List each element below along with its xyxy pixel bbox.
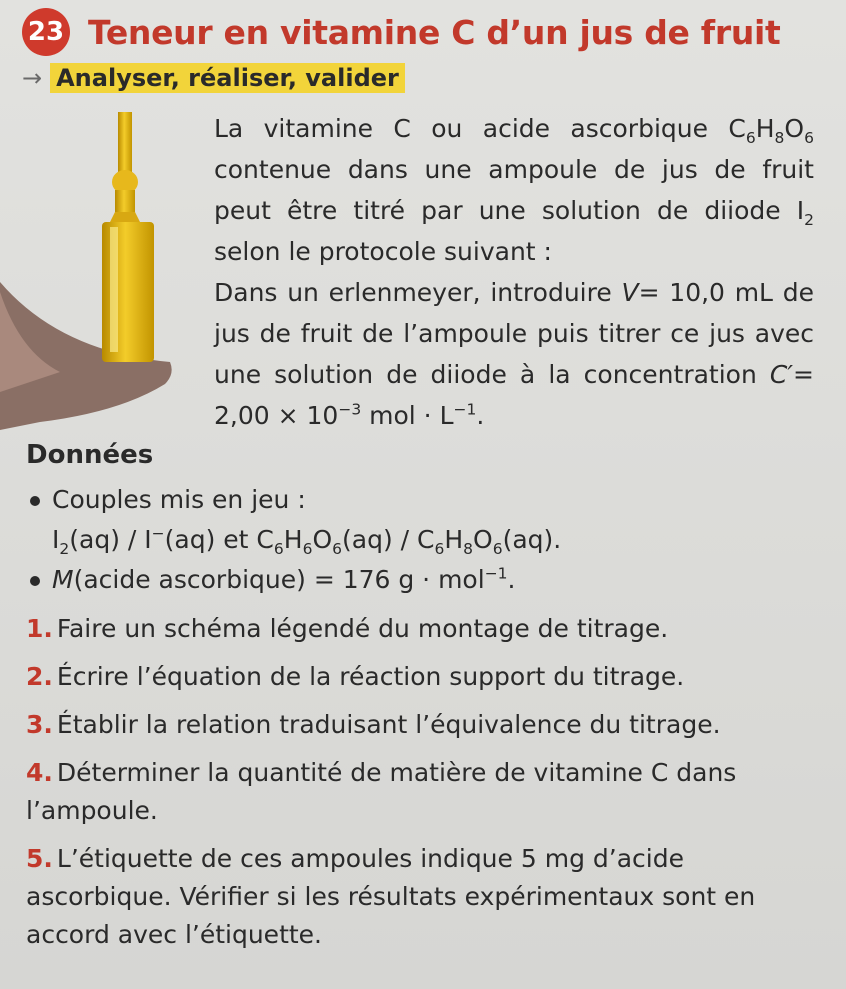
question-number: 3. [26, 710, 53, 739]
intro-paragraph-1 [214, 108, 814, 272]
volume-symbol: V [621, 278, 639, 307]
question-5 [26, 840, 816, 954]
arrow-right-icon: → [22, 64, 43, 92]
intro-paragraph-2: Dans un erlenmeyer, introduire V= 10,0 mL de jus de fruit de l’ampoule puis titrer ce jus avec une solution de diiode à la concentration $C'= 2,00 \times 10^{-3}$ mol · $L^{-1}$. [214, 278, 814, 430]
question-text: Établir la relation traduisant l’équivalence du titrage. [56, 710, 721, 739]
question-4 [26, 754, 816, 830]
volume-value: = 10,0 mL [638, 278, 773, 307]
question-number: 1. [26, 614, 53, 643]
exercise-title: Teneur en vitamine C d’un jus de fruit [88, 12, 781, 52]
exercise-number-badge: 23 [22, 8, 70, 56]
question-text: Faire un schéma légendé du montage de titrage. [56, 614, 669, 643]
skills-label: Analyser, réaliser, valider [50, 63, 405, 93]
intro-text-c: selon le protocole suivant : [214, 237, 552, 266]
question-number: 5. [26, 844, 53, 873]
molar-mass-symbol: M [52, 565, 74, 594]
intro-text-e: de jus de fruit de l’ampoule puis titrer ce jus avec une solution de diiode à la concentration [214, 278, 814, 389]
question-number: 2. [26, 662, 53, 691]
concentration-value: = 2,00 × 10 [214, 360, 814, 430]
question-text: Écrire l’équation de la réaction support du titrage. [56, 662, 685, 691]
exercise-header [22, 8, 781, 56]
question-2 [26, 658, 816, 696]
bullet-couples [26, 480, 816, 560]
questions-list [26, 610, 816, 964]
introduction-text [214, 108, 814, 436]
formula-ascorbic: $C_6H_8O_6$ [728, 114, 814, 147]
intro-text-d: Dans un erlenmeyer, introduire [214, 278, 612, 307]
skills-line [22, 63, 405, 93]
couples-et: et [223, 525, 249, 554]
question-3 [26, 706, 816, 744]
question-text: Déterminer la quantité de matière de vitamine C dans l’ampoule. [26, 758, 737, 825]
concentration-symbol: C′ [769, 360, 794, 389]
donnees-list [26, 480, 816, 600]
molar-mass-text: (acide ascorbique) = 176 g · mol [73, 565, 485, 594]
couples-label: Couples mis en jeu : [52, 485, 306, 514]
bullet-masse-molaire: M(acide ascorbique) = 176 g · mol$^{-1}$. [26, 560, 816, 600]
question-number: 4. [26, 758, 53, 787]
formula-diiode: $I_2$ [796, 196, 814, 229]
question-1 [26, 610, 816, 648]
intro-text-a: La vitamine C ou acide ascorbique [214, 114, 708, 143]
concentration-unit: mol · L [369, 401, 454, 430]
intro-text-b: contenue dans une ampoule de jus de fruit peut être titré par une solution de diiode [214, 155, 814, 225]
ampoule-photo [0, 112, 210, 442]
couples-formulas: $I_2(aq) / I^-(aq)$ et $C_6H_6O_6(aq) / C_6H_8O_6(aq)$. [52, 524, 562, 558]
donnees-title: Données [26, 440, 154, 470]
question-text: L’étiquette de ces ampoules indique 5 mg d’acide ascorbique. Vérifier si les résultats expérimentaux sont en accord avec l’étiquette. [26, 844, 756, 949]
